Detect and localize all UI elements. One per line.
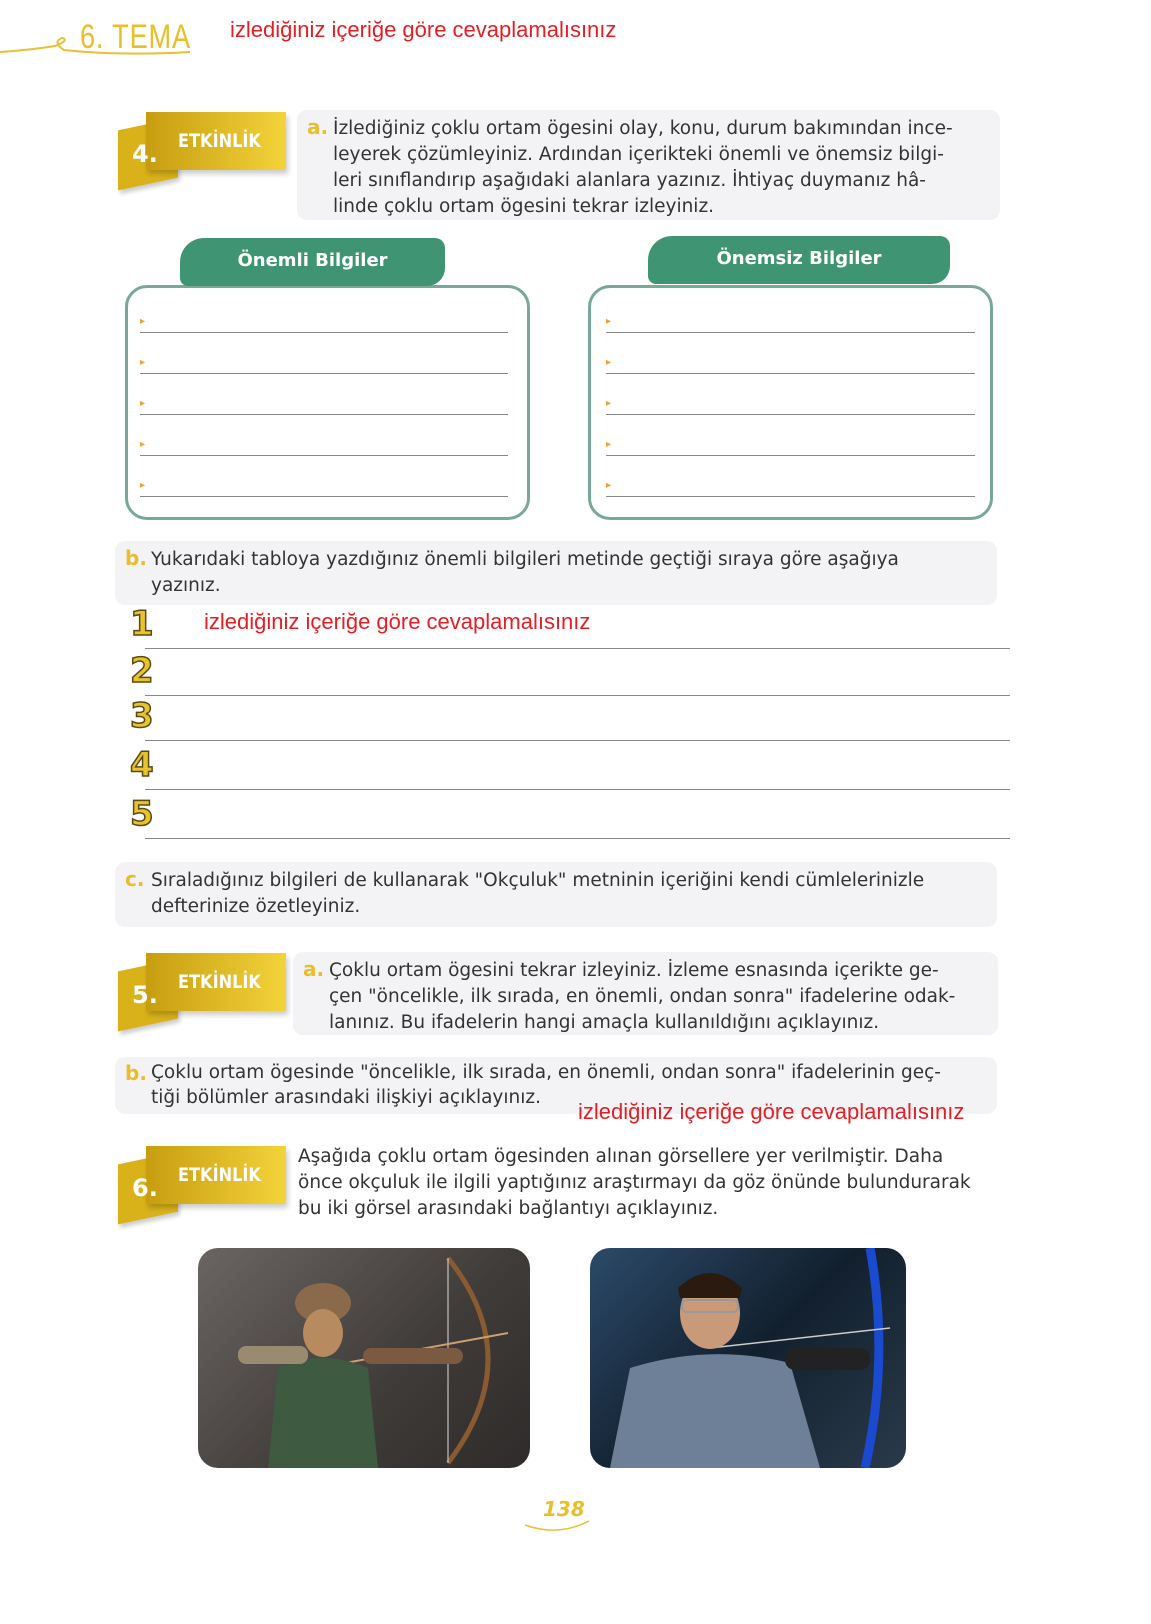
question-text: Yukarıdaki tabloya yazdığınız önemli bilgileri metinde geçtiği sıraya göre aşağıya	[151, 549, 899, 570]
question-text: İzlediğiniz çoklu ortam ögesini olay, konu, durum bakımından ince-	[333, 118, 953, 139]
question-text: bu iki görsel arasındaki bağlantıyı açıklayınız.	[298, 1198, 719, 1219]
question-4c	[115, 862, 997, 927]
write-line[interactable]	[606, 496, 975, 497]
answer-line[interactable]	[145, 648, 1010, 649]
bullet-arrow-icon: ▸	[140, 439, 146, 450]
write-line[interactable]	[606, 373, 975, 374]
bullet-arrow-icon: ▸	[606, 398, 612, 409]
write-line[interactable]	[140, 332, 508, 333]
badge-label: ETKİNLİK	[178, 971, 261, 993]
answer-line[interactable]	[145, 789, 1010, 790]
archer-photo	[590, 1248, 906, 1468]
modern-archer-image	[590, 1248, 906, 1468]
question-text: Sıraladığınız bilgileri de kullanarak "Okçuluk" metninin içeriğini kendi cümlelerinizle	[151, 870, 925, 891]
bullet-arrow-icon: ▸	[606, 316, 612, 327]
answer-note: izlediğiniz içeriğe göre cevaplamalısınız	[204, 609, 591, 634]
question-text: linde çoklu ortam ögesini tekrar izleyiniz.	[333, 196, 715, 217]
question-text: tiği bölümler arasındaki ilişkiyi açıklayınız.	[151, 1087, 541, 1108]
bullet-arrow-icon: ▸	[140, 316, 146, 327]
answer-line[interactable]	[145, 838, 1010, 839]
badge-number: 4.	[132, 140, 158, 168]
question-text: leyerek çözümleyiniz. Ardından içerikteki önemli ve önemsiz bilgi-	[333, 144, 944, 165]
page-number-swirl	[523, 1515, 593, 1535]
question-text: Aşağıda çoklu ortam ögesinden alınan görsellere yer verilmiştir. Daha	[298, 1146, 944, 1167]
question-4b	[115, 541, 997, 605]
question-letter: b.	[125, 1061, 147, 1085]
bullet-arrow-icon: ▸	[140, 480, 146, 491]
badge-label: ETKİNLİK	[178, 130, 261, 152]
activity-6-text	[298, 1144, 1008, 1222]
write-line[interactable]	[140, 496, 508, 497]
write-line[interactable]	[140, 373, 508, 374]
question-letter: a.	[303, 957, 325, 981]
question-text: önce okçuluk ile ilgili yaptığınız araştırmayı da göz önünde bulundurarak	[298, 1172, 971, 1193]
question-4a	[297, 110, 1000, 220]
write-line[interactable]	[606, 332, 975, 333]
page-number: 138	[543, 1497, 585, 1521]
activity-badge-4	[118, 112, 286, 184]
answer-note: izlediğiniz içeriğe göre cevaplamalısınız	[230, 17, 617, 42]
activity-badge-6	[118, 1146, 286, 1218]
theme-title: 6. TEMA	[80, 18, 191, 56]
answer-number: 5	[130, 794, 154, 834]
answer-number: 3	[130, 696, 154, 736]
badge-number: 5.	[132, 981, 158, 1009]
question-5a	[293, 952, 998, 1035]
activity-badge-5	[118, 953, 286, 1025]
question-text: lanınız. Bu ifadelerin hangi amaçla kullanıldığını açıklayınız.	[329, 1012, 880, 1033]
question-text: çen "öncelikle, ilk sırada, en önemli, ondan sonra" ifadelerine odak-	[329, 986, 956, 1007]
question-text: Çoklu ortam ögesinde "öncelikle, ilk sırada, en önemli, ondan sonra" ifadelerinin geç-	[151, 1062, 941, 1083]
important-info-box[interactable]	[125, 285, 530, 520]
write-line[interactable]	[140, 414, 508, 415]
write-line[interactable]	[606, 455, 975, 456]
bullet-arrow-icon: ▸	[140, 357, 146, 368]
answer-note: izlediğiniz içeriğe göre cevaplamalısınız	[578, 1099, 965, 1124]
question-text: leri sınıflandırıp aşağıdaki alanlara yazınız. İhtiyaç duymanız hâ-	[333, 170, 926, 191]
answer-number: 4	[130, 745, 154, 785]
unimportant-info-banner: Önemsiz Bilgiler	[648, 236, 950, 284]
badge-number: 6.	[132, 1174, 158, 1202]
answer-line[interactable]	[145, 695, 1010, 696]
archer-illustration	[198, 1248, 530, 1468]
question-text: yazınız.	[151, 575, 221, 596]
write-line[interactable]	[140, 455, 508, 456]
answer-line[interactable]	[145, 740, 1010, 741]
bullet-arrow-icon: ▸	[606, 357, 612, 368]
question-letter: b.	[125, 546, 147, 570]
bullet-arrow-icon: ▸	[606, 480, 612, 491]
question-text: defterinize özetleyiniz.	[151, 896, 361, 917]
question-letter: a.	[307, 115, 329, 139]
answer-number: 2	[130, 651, 154, 691]
bullet-arrow-icon: ▸	[140, 398, 146, 409]
important-info-banner: Önemli Bilgiler	[180, 238, 445, 286]
bullet-arrow-icon: ▸	[606, 439, 612, 450]
question-letter: c.	[125, 867, 145, 891]
answer-number: 1	[130, 604, 154, 644]
question-text: Çoklu ortam ögesini tekrar izleyiniz. İzleme esnasında içerikte ge-	[329, 960, 939, 981]
badge-label: ETKİNLİK	[178, 1164, 261, 1186]
historical-archer-image	[198, 1248, 530, 1468]
unimportant-info-box[interactable]	[588, 285, 993, 520]
write-line[interactable]	[606, 414, 975, 415]
